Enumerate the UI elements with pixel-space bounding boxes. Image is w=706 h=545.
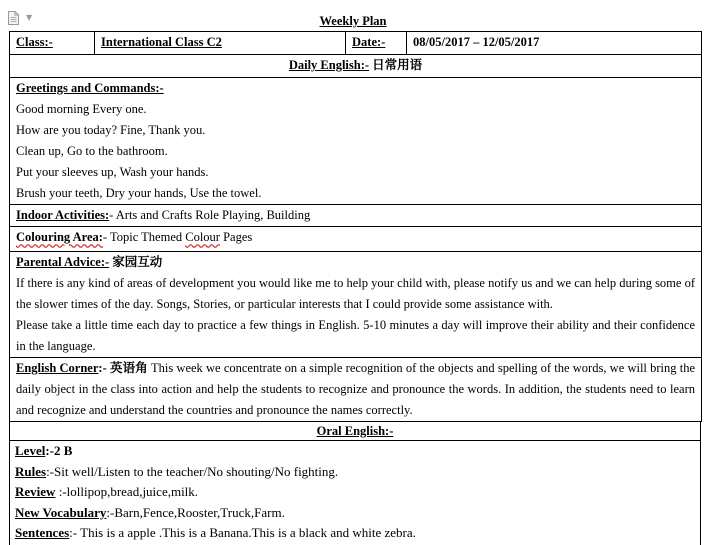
parental-label: Parental Advice:- bbox=[16, 255, 110, 269]
english-corner-label: English Corner bbox=[16, 361, 99, 375]
date-label: Date:- bbox=[346, 32, 407, 55]
level-line bbox=[15, 441, 695, 462]
header-row bbox=[10, 32, 702, 55]
plan-table bbox=[9, 31, 702, 422]
level-value: :-2 B bbox=[45, 443, 73, 458]
greeting-line: Clean up, Go to the bathroom. bbox=[16, 144, 168, 158]
greeting-line: Good morning Every one. bbox=[16, 102, 147, 116]
sentences-value: :- This is a apple .This is a Banana.This is a black and white zebra. bbox=[69, 525, 416, 540]
greetings-label: Greetings and Commands:- bbox=[16, 81, 164, 95]
daily-english-cell bbox=[10, 55, 702, 78]
oral-english-section bbox=[9, 421, 701, 545]
vocabulary-value: :-Barn,Fence,Rooster,Truck,Farm. bbox=[106, 504, 285, 520]
indoor-row bbox=[10, 205, 702, 227]
parental-row bbox=[10, 252, 702, 358]
chevron-down-icon[interactable]: ▼ bbox=[26, 13, 33, 22]
colouring-text-pages: Pages bbox=[219, 230, 253, 244]
english-corner-dash: :- bbox=[98, 361, 107, 375]
colouring-label: Colouring Area: bbox=[16, 230, 103, 244]
parental-cell bbox=[10, 252, 702, 358]
colouring-row bbox=[10, 227, 702, 252]
sentences-label: Sentences bbox=[15, 525, 70, 540]
english-corner-cell bbox=[10, 358, 702, 422]
colouring-text-colour: Colour bbox=[185, 230, 220, 244]
parental-chinese: 家园互动 bbox=[112, 255, 163, 269]
daily-english-label: Daily English:- bbox=[288, 58, 370, 72]
rules-line bbox=[15, 462, 695, 483]
indoor-label: Indoor Activities: bbox=[16, 208, 110, 222]
english-corner-text: This week we concentrate on a simple recognition of the objects and spelling of the words, we will bring the daily object in the class into action and help the students to recognize and pronounce the words. In addition, the students need to learn and recognize and understand the countries and pronounce the names correctly. bbox=[16, 361, 696, 417]
rules-value: :-Sit well/Listen to the teacher/No shouting/No fighting. bbox=[46, 463, 339, 479]
english-corner-row bbox=[10, 358, 702, 422]
greeting-line: Brush your teeth, Dry your hands, Use the towel. bbox=[16, 186, 262, 200]
indoor-cell bbox=[10, 205, 702, 227]
oral-english-body bbox=[9, 440, 701, 544]
sentences-line bbox=[15, 523, 695, 544]
greetings-cell bbox=[10, 78, 702, 205]
vocabulary-label: New Vocabulary bbox=[15, 504, 107, 520]
parental-paragraph: If there is any kind of areas of development you would like me to help your child with, please notify us and we can help during some of the slower times of the day. Songs, Stories, or particular interests that I could provide some assistance with. bbox=[16, 276, 695, 311]
level-label: Level bbox=[15, 443, 46, 458]
review-label: Review bbox=[15, 484, 56, 499]
rules-label: Rules bbox=[15, 463, 47, 479]
parental-paragraph: Please take a little time each day to practice a few things in English. 5-10 minutes a day will improve their ability and their confidence in the language. bbox=[16, 318, 695, 353]
page-title: Weekly Plan bbox=[319, 14, 387, 28]
class-label: Class:- bbox=[10, 32, 95, 55]
colouring-text: - Topic Themed bbox=[102, 230, 186, 244]
greetings-row bbox=[10, 78, 702, 205]
date-value: 08/05/2017 – 12/05/2017 bbox=[407, 32, 702, 55]
review-value: :-lollipop,bread,juice,milk. bbox=[55, 484, 199, 499]
greeting-line: Put your sleeves up, Wash your hands. bbox=[16, 165, 209, 179]
daily-english-row bbox=[10, 55, 702, 78]
daily-english-chinese: 日常用语 bbox=[372, 58, 423, 72]
review-line bbox=[15, 482, 695, 503]
class-value: International Class C2 bbox=[95, 32, 346, 55]
oral-english-title: Oral English:- bbox=[316, 424, 394, 438]
english-corner-chinese: 英语角 bbox=[109, 361, 148, 375]
colouring-cell bbox=[10, 227, 702, 252]
vocabulary-line bbox=[15, 503, 695, 524]
indoor-text: - Arts and Crafts Role Playing, Building bbox=[109, 208, 311, 222]
greeting-line: How are you today? Fine, Thank you. bbox=[16, 123, 206, 137]
